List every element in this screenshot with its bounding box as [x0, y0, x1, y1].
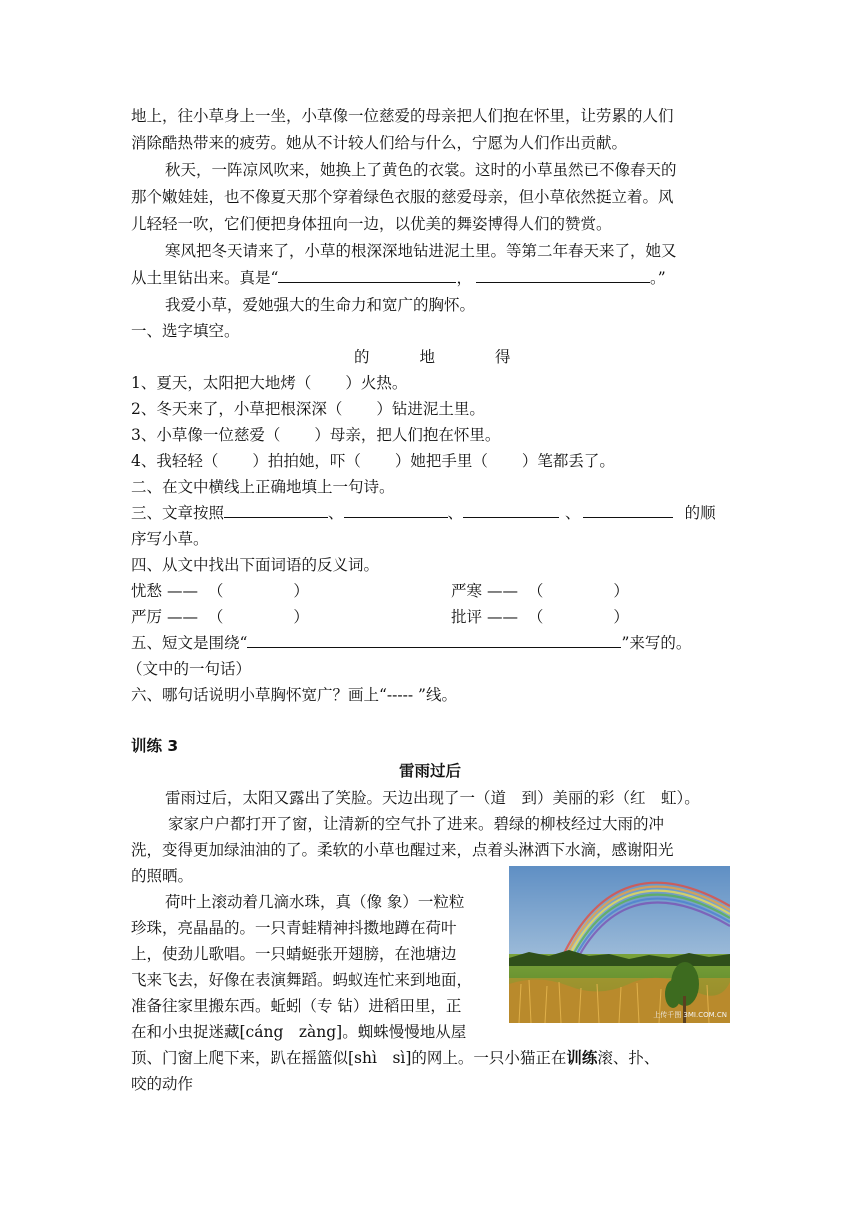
- option-di: 地: [419, 348, 436, 366]
- passage-line: 寒风把冬天请来了，小草的根深深地钻进泥土里。等第二年春天来了，她又: [165, 242, 677, 260]
- order-blank-3[interactable]: [463, 501, 559, 518]
- passage-line: 准备往家里搬东西。蚯蚓（专 钻）进稻田里，正: [131, 997, 462, 1015]
- passage-line: 地上，往小草身上一坐，小草像一位慈爱的母亲把人们抱在怀里，让劳累的人们: [131, 107, 674, 125]
- photo-watermark: 上传千图 3MI.COM.CN: [653, 1011, 727, 1019]
- passage-line: 雷雨过后，太阳又露出了笑脸。天边出现了一（道 到）美丽的彩（红 虹）。: [165, 789, 700, 807]
- question-6: 六、哪句话说明小草胸怀宽广？画上“----- ”线。: [131, 686, 457, 704]
- order-blank-4[interactable]: [583, 501, 673, 518]
- antonym-item-4: 批评 —— （ ）: [451, 608, 629, 626]
- rainbow-photo: [509, 866, 730, 1023]
- passage-line: 那个嫩娃娃，也不像夏天那个穿着绿色衣服的慈爱母亲，但小草依然挺立着。风: [131, 188, 674, 206]
- question-1-1: 1、夏天，太阳把大地烤（ ）火热。: [131, 374, 408, 392]
- passage-line: 我爱小草，爱她强大的生命力和宽广的胸怀。: [165, 296, 476, 314]
- poem-blank-1[interactable]: [278, 266, 456, 283]
- passage-line: 消除酷热带来的疲劳。她从不计较人们给与什么，宁愿为人们作出贡献。: [131, 134, 628, 152]
- question-1-title: 一、选字填空。: [131, 322, 240, 340]
- passage-line: 飞来飞去，好像在表演舞蹈。蚂蚁连忙来到地面，: [131, 971, 473, 989]
- question-1-3: 3、小草像一位慈爱（ ）母亲，把人们抱在怀里。: [131, 426, 501, 444]
- question-3-cont: 序写小草。: [131, 530, 209, 548]
- central-sentence-blank[interactable]: [247, 631, 621, 648]
- passage-line: 顶、门窗上爬下来，趴在摇篮似[shì sì]的网上。一只小猫正在训练滚、扑、: [131, 1048, 660, 1067]
- passage-line: 在和小虫捉迷藏[cáng zàng]。蜘蛛慢慢地从屋: [131, 1023, 467, 1041]
- question-4-title: 四、从文中找出下面词语的反义词。: [131, 556, 380, 574]
- passage-line: 儿轻轻一吹，它们便把身体扭向一边，以优美的舞姿博得人们的赞赏。: [131, 215, 612, 233]
- question-5-note: （文中的一句话）: [127, 660, 252, 678]
- antonym-item-1: 忧愁 —— （ ）: [131, 582, 309, 600]
- antonym-item-3: 严厉 —— （ ）: [131, 608, 309, 626]
- antonym-item-2: 严寒 —— （ ）: [451, 582, 629, 600]
- poem-blank-2[interactable]: [476, 266, 650, 283]
- char-options: [354, 344, 511, 370]
- question-1-4: 4、我轻轻（ ）拍拍她，吓（ ）她把手里（ ）笔都丢了。: [131, 452, 615, 470]
- passage-title: 雷雨过后: [398, 761, 461, 780]
- section-heading: 训练 3: [131, 737, 179, 755]
- passage-line: 洗，变得更加绿油油的了。柔软的小草也醒过来，点着头淋洒下水滴，感谢阳光: [131, 841, 674, 859]
- passage-line: 家家户户都打开了窗，让清新的空气扑了进来。碧绿的柳枝经过大雨的冲: [168, 815, 665, 833]
- order-blank-2[interactable]: [344, 501, 448, 518]
- passage-line: 秋天，一阵凉风吹来，她换上了黄色的衣裳。这时的小草虽然已不像春天的: [165, 161, 677, 179]
- passage-line: 的照晒。: [131, 867, 194, 885]
- passage-line: 荷叶上滚动着几滴水珠，真（像 象）一粒粒: [165, 893, 465, 911]
- order-blank-1[interactable]: [224, 501, 328, 518]
- passage-line: 咬的动作: [131, 1075, 194, 1093]
- question-5: 五、短文是围绕“ ”来写的。: [131, 630, 691, 656]
- passage-line: 上，使劲儿歌唱。一只蜻蜓张开翅膀，在池塘边: [131, 945, 457, 963]
- passage-line: 珍珠，亮晶晶的。一只青蛙精神抖擞地蹲在荷叶: [131, 919, 457, 937]
- question-3: 三、文章按照 、 、 、 的顺: [131, 500, 716, 526]
- poem-fill-line: 从土里钻出来。真是“ ， 。”: [131, 265, 666, 291]
- question-2: 二、在文中横线上正确地填上一句诗。: [131, 478, 395, 496]
- question-1-2: 2、冬天来了，小草把根深深（ ）钻进泥土里。: [131, 400, 485, 418]
- option-de2: 得: [495, 348, 511, 366]
- option-de: 的: [354, 348, 370, 366]
